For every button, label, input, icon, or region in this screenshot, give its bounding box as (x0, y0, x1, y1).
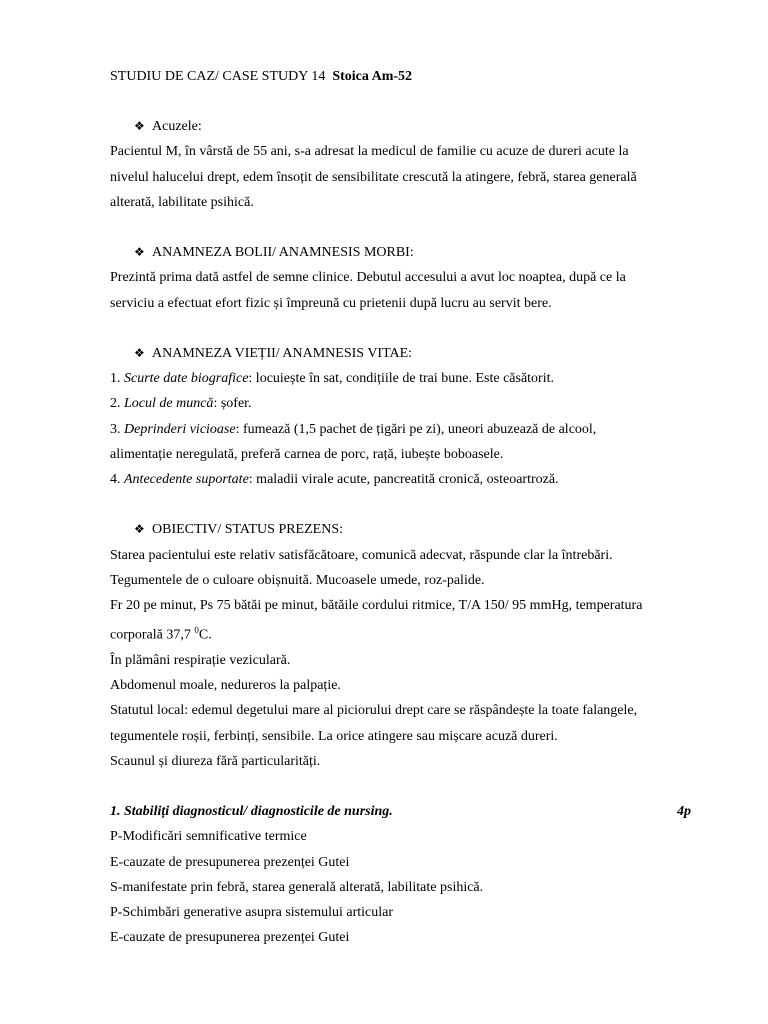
paragraph-line: tegumentele roșii, ferbinți, sensibile. La orice atingere sau mișcare acuză dureri. (110, 728, 558, 744)
paragraph-line: serviciu a efectuat efort fizic și împreună cu prietenii după lucru au servit bere. (110, 295, 552, 311)
task-1-heading: 1. Stabiliți diagnosticul/ diagnosticile de nursing. 4p (110, 799, 710, 824)
paragraph-line: alterată, labilitate psihică. (110, 194, 254, 210)
nursing-diagnosis-line: S-manifestate prin febră, starea generală alterată, labilitate psihică. (110, 879, 484, 895)
paragraph-line: Statutul local: edemul degetului mare al piciorului drept care se răspândește la toate falangele, (110, 703, 638, 719)
paragraph-line: Scaunul și diureza fără particularități. (110, 753, 321, 769)
list-item: 4. Antecedente suportate: maladii virale acute, pancreatită cronică, osteoartroză. (110, 472, 559, 487)
paragraph-line: Starea pacientului este relativ satisfăcătoare, comunică adecvat, răspunde clar la întrebări. (110, 547, 613, 563)
bullet-diamond-icon: ❖ (134, 522, 145, 537)
section-anamneza-bolii-heading: ❖ ANAMNEZA BOLII/ ANAMNESIS MORBI: (110, 240, 710, 265)
document-title (110, 64, 710, 89)
list-item: 1. Scurte date biografice: locuiește în sat, condițiile de trai bune. Este căsătorit. (110, 371, 554, 387)
paragraph-line: Abdomenul moale, nedureros la palpație. (110, 678, 341, 694)
bullet-diamond-icon: ❖ (134, 345, 145, 360)
title-text: STUDIU DE CAZ/ CASE STUDY 14 (110, 69, 326, 84)
list-item: alimentație neregulată, preferă carnea de porc, rață, iubește boboasele. (110, 446, 504, 462)
list-item: 3. Deprinderi vicioase: fumează (1,5 pachet de țigări pe zi), uneori abuzează de alcool, (110, 421, 597, 437)
paragraph-line: nivelul halucelui drept, edem însoțit de sensibilitate crescută la atingere, febră, starea generală (110, 169, 637, 185)
task-1-points: 4p (677, 804, 691, 820)
paragraph-line: Fr 20 pe minut, Ps 75 bătăi pe minut, bătăile cordului ritmice, T/A 150/ 95 mmHg, temperatura (110, 598, 643, 613)
section-acuzele-heading: ❖ Acuzele: (110, 114, 710, 139)
list-item: 2. Locul de muncă: șofer. (110, 396, 252, 412)
bullet-diamond-icon: ❖ (134, 119, 145, 134)
document-page (110, 64, 710, 950)
title-author: Stoica Am-52 (332, 69, 413, 84)
nursing-diagnosis-line: E-cauzate de presupunerea prezenței Gutei (110, 854, 350, 870)
paragraph-line: Tegumentele de o culoare obișnuită. Mucoasele umede, roz-palide. (110, 572, 485, 588)
nursing-diagnosis-line: P-Modificări semnificative termice (110, 829, 307, 845)
paragraph-line: În plămâni respirație veziculară. (110, 653, 291, 669)
section-obiectiv-heading: ❖ OBIECTIV/ STATUS PREZENS: (110, 517, 710, 542)
bullet-diamond-icon: ❖ (134, 245, 145, 260)
paragraph-line: Pacientul M, în vârstă de 55 ani, s-a adresat la medicul de familie cu acuze de dureri acute la (110, 144, 629, 160)
temperature-line: corporală 37,7 $^0$C. (110, 625, 212, 643)
paragraph-line: Prezintă prima dată astfel de semne clinice. Debutul accesului a avut loc noaptea, după ce la (110, 270, 626, 286)
nursing-diagnosis-line: P-Schimbări generative asupra sistemului articular (110, 905, 394, 921)
section-anamneza-vietii-heading: ❖ ANAMNEZA VIEȚII/ ANAMNESIS VITAE: (110, 341, 710, 366)
nursing-diagnosis-line: E-cauzate de presupunerea prezenței Gutei (110, 930, 350, 946)
